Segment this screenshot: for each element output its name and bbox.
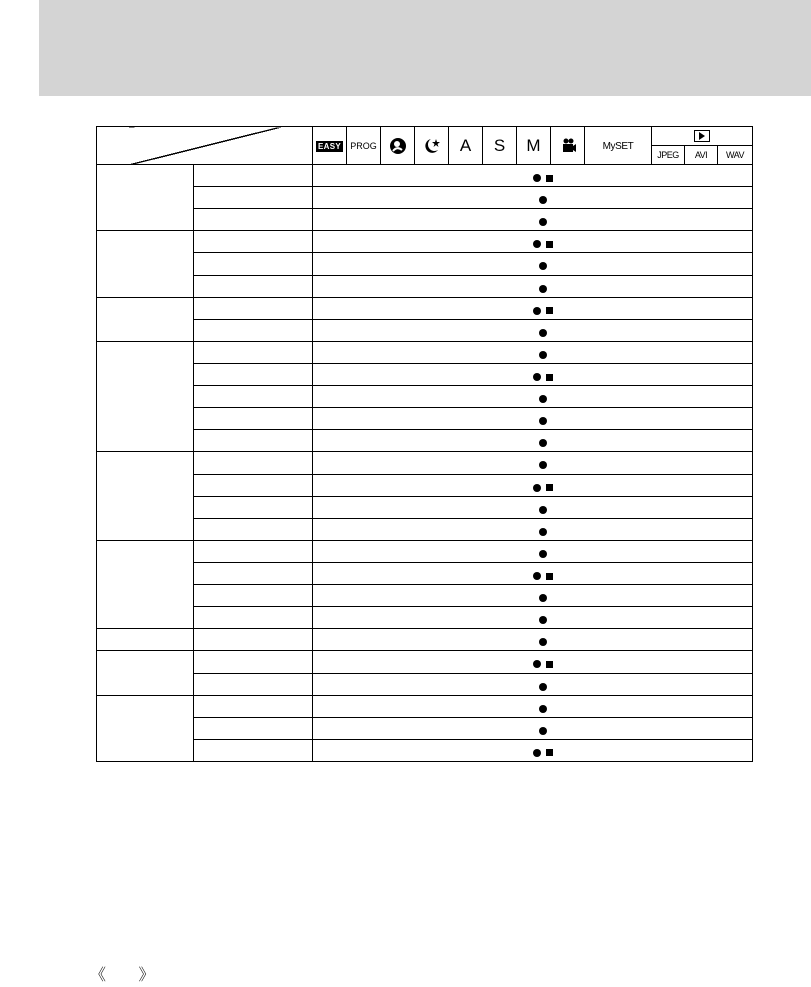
dot-mark (539, 417, 547, 425)
availability-cell (313, 275, 753, 297)
dot-mark (539, 218, 547, 226)
dot-mark (539, 638, 547, 646)
dot-mark (533, 749, 541, 757)
dot-mark (539, 351, 547, 359)
table-row (97, 430, 753, 452)
dot-mark (539, 705, 547, 713)
function-availability-table (96, 126, 753, 762)
table-row (97, 739, 753, 761)
availability-cell (313, 562, 753, 584)
table-row (97, 629, 753, 651)
group-cell (97, 297, 194, 341)
availability-cell (313, 496, 753, 518)
table-row (97, 651, 753, 673)
table-row (97, 187, 753, 209)
item-cell (194, 585, 313, 607)
group-cell (97, 629, 194, 651)
availability-marks (533, 660, 553, 668)
dot-mark (539, 550, 547, 558)
item-cell (194, 209, 313, 231)
item-cell (194, 386, 313, 408)
availability-marks (539, 461, 547, 469)
availability-marks (539, 285, 547, 293)
s-label: S (493, 135, 506, 155)
col-wav (718, 146, 753, 165)
availability-cell (313, 341, 753, 363)
table-row (97, 607, 753, 629)
group-cell (97, 695, 194, 761)
table-row (97, 474, 753, 496)
item-cell (194, 341, 313, 363)
availability-marks (539, 439, 547, 447)
dot-mark (533, 174, 541, 182)
item-cell (194, 717, 313, 739)
availability-marks (539, 262, 547, 270)
col-play (652, 127, 753, 146)
table-body (97, 165, 753, 762)
prog-label: PROG (350, 140, 377, 151)
footer-page-glyphs: 《 》 (90, 967, 169, 984)
item-cell (194, 253, 313, 275)
table-row (97, 297, 753, 319)
col-jpeg (652, 146, 685, 165)
square-mark (546, 484, 553, 491)
item-cell (194, 297, 313, 319)
availability-marks (539, 395, 547, 403)
col-night (415, 127, 449, 165)
table-row (97, 408, 753, 430)
availability-marks (539, 196, 547, 204)
easy-badge: EASY (318, 141, 341, 151)
item-cell (194, 187, 313, 209)
col-easy (313, 127, 347, 165)
col-movie (551, 127, 585, 165)
availability-cell (313, 430, 753, 452)
item-cell (194, 430, 313, 452)
table-row (97, 562, 753, 584)
table-row (97, 165, 753, 187)
col-m (517, 127, 551, 165)
dot-mark (539, 528, 547, 536)
group-cell (97, 540, 194, 628)
table-row (97, 341, 753, 363)
table-row (97, 253, 753, 275)
col-s (483, 127, 517, 165)
table-row (97, 363, 753, 385)
availability-cell (313, 717, 753, 739)
availability-cell (313, 297, 753, 319)
availability-cell (313, 585, 753, 607)
availability-marks (539, 683, 547, 691)
square-mark (546, 573, 553, 580)
header-corner-cell (97, 127, 313, 165)
item-cell (194, 363, 313, 385)
wav-label: WAV (726, 150, 745, 160)
availability-cell (313, 386, 753, 408)
dot-mark (539, 683, 547, 691)
availability-marks (539, 616, 547, 624)
availability-cell (313, 231, 753, 253)
table-row (97, 518, 753, 540)
availability-cell (313, 187, 753, 209)
availability-marks (533, 307, 553, 315)
col-portrait (381, 127, 415, 165)
availability-marks (539, 727, 547, 735)
availability-marks (533, 373, 553, 381)
m-label: M (526, 135, 541, 155)
table-row (97, 585, 753, 607)
portrait-icon (388, 136, 408, 156)
item-cell (194, 629, 313, 651)
availability-cell (313, 695, 753, 717)
availability-cell (313, 363, 753, 385)
availability-marks (539, 594, 547, 602)
night-scene-icon (422, 136, 442, 156)
dot-mark (539, 439, 547, 447)
item-cell (194, 695, 313, 717)
item-cell (194, 165, 313, 187)
availability-marks (533, 484, 553, 492)
table-row (97, 695, 753, 717)
table-row (97, 386, 753, 408)
col-prog (347, 127, 381, 165)
a-label: A (459, 135, 472, 155)
table-row (97, 540, 753, 562)
availability-cell (313, 452, 753, 474)
avi-label: AVI (694, 150, 708, 160)
dot-mark (533, 572, 541, 580)
availability-marks (539, 417, 547, 425)
table-row (97, 209, 753, 231)
dot-mark (539, 594, 547, 602)
availability-marks (539, 638, 547, 646)
availability-cell (313, 518, 753, 540)
jpeg-label: JPEG (657, 150, 679, 160)
square-mark (546, 307, 553, 314)
item-cell (194, 231, 313, 253)
group-cell (97, 651, 194, 695)
availability-marks (539, 705, 547, 713)
item-cell (194, 673, 313, 695)
availability-cell (313, 253, 753, 275)
availability-cell (313, 629, 753, 651)
dot-mark (539, 262, 547, 270)
item-cell (194, 518, 313, 540)
availability-marks (539, 528, 547, 536)
item-cell (194, 319, 313, 341)
dot-mark (539, 329, 547, 337)
availability-cell (313, 540, 753, 562)
square-mark (546, 175, 553, 182)
item-cell (194, 408, 313, 430)
availability-marks (533, 572, 553, 580)
availability-marks (539, 550, 547, 558)
item-cell (194, 540, 313, 562)
square-mark (546, 749, 553, 756)
availability-cell (313, 209, 753, 231)
table-row (97, 717, 753, 739)
availability-marks (539, 329, 547, 337)
table-row (97, 673, 753, 695)
dot-mark (539, 616, 547, 624)
dot-mark (539, 196, 547, 204)
item-cell (194, 275, 313, 297)
availability-cell (313, 408, 753, 430)
dot-mark (533, 484, 541, 492)
group-cell (97, 452, 194, 540)
group-cell (97, 341, 194, 452)
availability-marks (533, 174, 553, 182)
group-cell (97, 165, 194, 231)
item-cell (194, 562, 313, 584)
square-mark (546, 241, 553, 248)
dot-mark (533, 373, 541, 381)
dot-mark (539, 461, 547, 469)
dot-mark (533, 240, 541, 248)
availability-marks (539, 351, 547, 359)
availability-cell (313, 319, 753, 341)
item-cell (194, 607, 313, 629)
item-cell (194, 452, 313, 474)
availability-cell (313, 739, 753, 761)
availability-cell (313, 673, 753, 695)
availability-cell (313, 474, 753, 496)
dot-mark (539, 395, 547, 403)
myset-label: MySET (602, 140, 634, 152)
play-icon (694, 130, 710, 142)
item-cell (194, 739, 313, 761)
col-a (449, 127, 483, 165)
table-row (97, 452, 753, 474)
availability-cell (313, 607, 753, 629)
availability-marks (533, 749, 553, 757)
dot-mark (539, 506, 547, 514)
availability-marks (533, 240, 553, 248)
table-row (97, 319, 753, 341)
item-cell (194, 496, 313, 518)
table-row (97, 275, 753, 297)
dot-mark (539, 285, 547, 293)
col-myset (585, 127, 652, 165)
availability-cell (313, 651, 753, 673)
availability-marks (539, 506, 547, 514)
item-cell (194, 651, 313, 673)
group-cell (97, 231, 194, 297)
table-row (97, 496, 753, 518)
item-cell (194, 474, 313, 496)
dot-mark (533, 307, 541, 315)
dot-mark (533, 660, 541, 668)
col-avi (685, 146, 718, 165)
dot-mark (539, 727, 547, 735)
square-mark (546, 661, 553, 668)
table-row (97, 231, 753, 253)
availability-marks (539, 218, 547, 226)
movie-clip-icon (558, 136, 578, 156)
availability-cell (313, 165, 753, 187)
square-mark (546, 374, 553, 381)
header-band (39, 0, 811, 96)
